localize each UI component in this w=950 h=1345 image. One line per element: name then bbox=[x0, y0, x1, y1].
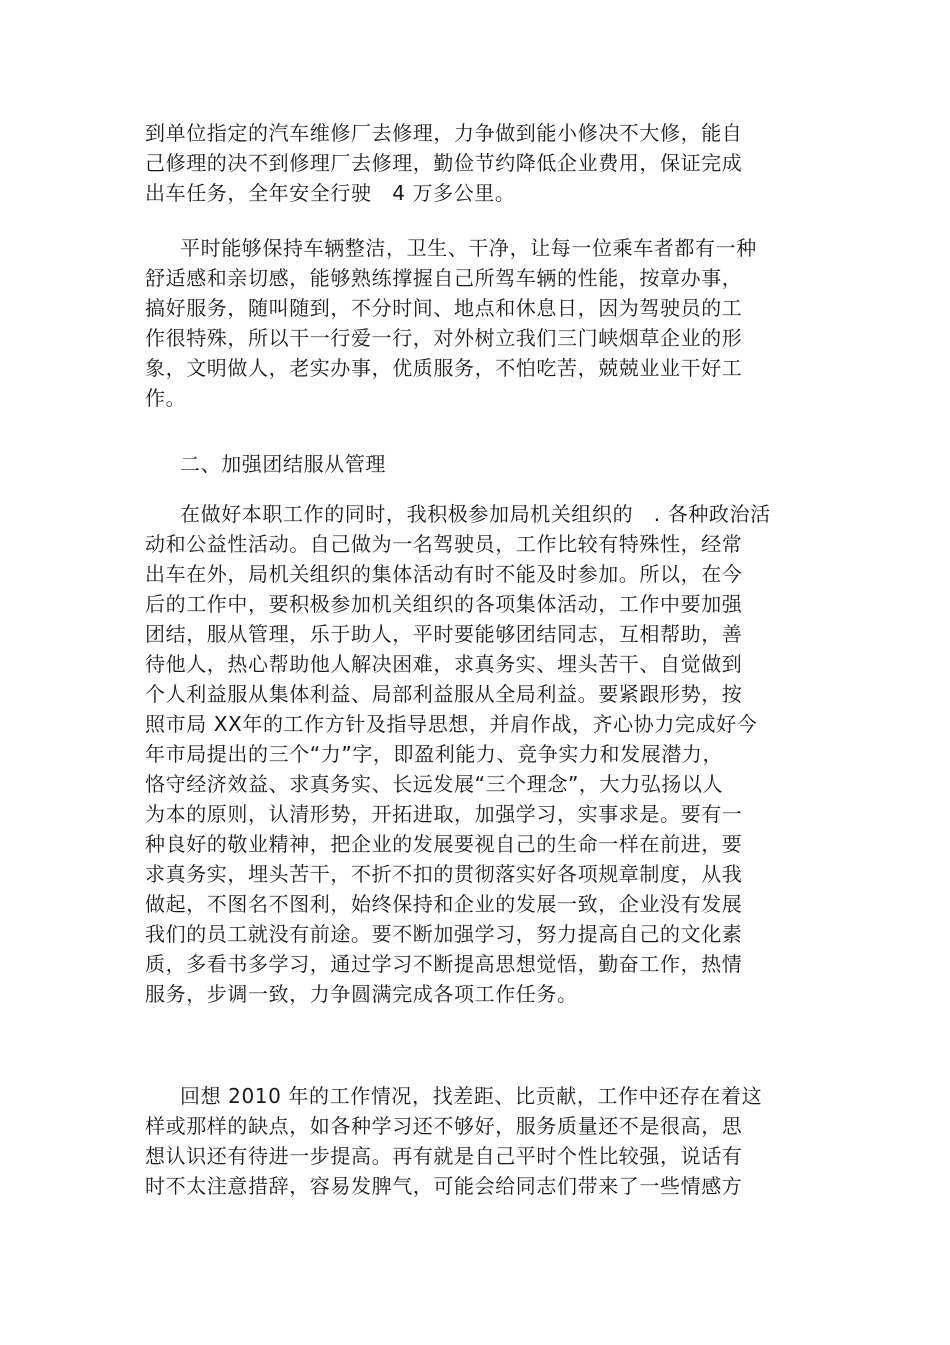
text-line: 时不太注意措辞，容易发脾气，可能会给同志们带来了一些情感方 bbox=[145, 1174, 743, 1198]
text-line: 待他人，热心帮助他人解决困难，求真务实、埋头苦干、自觉做到 bbox=[145, 652, 743, 676]
text-line: 服务，步调一致，力争圆满完成各项工作任务。 bbox=[145, 982, 578, 1006]
text-line: 做起，不图名不图利，始终保持和企业的发展一致，企业没有发展 bbox=[145, 892, 743, 916]
text-line: 出车任务，全年安全行驶 4 万多公里。 bbox=[145, 181, 516, 205]
text-line: 为本的原则，认清形势，开拓进取，加强学习，实事求是。要有一 bbox=[145, 802, 743, 826]
text-line: 种良好的敬业精神，把企业的发展要视自己的生命一样在前进，要 bbox=[145, 832, 743, 856]
text-line: 回想 2010 年的工作情况，找差距、比贡献，工作中还存在着这 bbox=[180, 1084, 763, 1108]
text-line: 照市局 XX年的工作方针及指导思想，并肩作战，齐心协力完成好今 bbox=[145, 712, 758, 736]
paragraph-3 bbox=[145, 499, 805, 1009]
text-line: 恪守经济效益、求真务实、长远发展“三个理念”，大力弘扬以人 bbox=[145, 772, 724, 796]
text-line: 质，多看书多学习，通过学习不断提高思想觉悟，勤奋工作，热情 bbox=[145, 952, 743, 976]
text-line: 到单位指定的汽车维修厂去修理，力争做到能小修决不大修，能自 bbox=[145, 121, 743, 145]
text-line: 求真务实，埋头苦干，不折不扣的贯彻落实好各项规章制度，从我 bbox=[145, 862, 743, 886]
text-line: 作很特殊，所以干一行爱一行，对外树立我们三门峡烟草企业的形 bbox=[145, 326, 743, 350]
text-line: 团结，服从管理，乐于助人，平时要能够团结同志，互相帮助，善 bbox=[145, 622, 743, 646]
text-line: 在做好本职工作的同时，我积极参加局机关组织的 . 各种政治活 bbox=[180, 502, 771, 526]
paragraph-1 bbox=[145, 118, 805, 208]
text-line: 个人利益服从集体利益、局部利益服从全局利益。要紧跟形势，按 bbox=[145, 682, 743, 706]
heading-text: 二、加强团结服从管理 bbox=[180, 452, 386, 476]
text-line: 己修理的决不到修理厂去修理，勤俭节约降低企业费用，保证完成 bbox=[145, 151, 743, 175]
text-line: 想认识还有待进一步提高。再有就是自己平时个性比较强，说话有 bbox=[145, 1144, 743, 1168]
section-heading bbox=[145, 449, 805, 479]
text-line: 后的工作中，要积极参加机关组织的各项集体活动，工作中要加强 bbox=[145, 592, 743, 616]
text-line: 年市局提出的三个“力”字，即盈利能力、竞争实力和发展潜力， bbox=[145, 742, 724, 766]
text-line: 我们的员工就没有前途。要不断加强学习，努力提高自己的文化素 bbox=[145, 922, 743, 946]
text-line: 舒适感和亲切感，能够熟练撑握自己所驾车辆的性能，按章办事， bbox=[145, 266, 743, 290]
text-line: 平时能够保持车辆整洁，卫生、干净，让每一位乘车者都有一种 bbox=[180, 236, 757, 260]
text-line: 作。 bbox=[145, 386, 187, 410]
text-line: 搞好服务，随叫随到，不分时间、地点和休息日，因为驾驶员的工 bbox=[145, 296, 743, 320]
paragraph-4 bbox=[145, 1081, 805, 1201]
text-line: 象，文明做人，老实办事，优质服务，不怕吃苦，兢兢业业干好工 bbox=[145, 356, 743, 380]
text-line: 样或那样的缺点，如各种学习还不够好，服务质量还不是很高，思 bbox=[145, 1114, 743, 1138]
paragraph-2 bbox=[145, 233, 805, 413]
text-line: 出车在外，局机关组织的集体活动有时不能及时参加。所以，在今 bbox=[145, 562, 743, 586]
text-line: 动和公益性活动。自己做为一名驾驶员，工作比较有特殊性，经常 bbox=[145, 532, 743, 556]
